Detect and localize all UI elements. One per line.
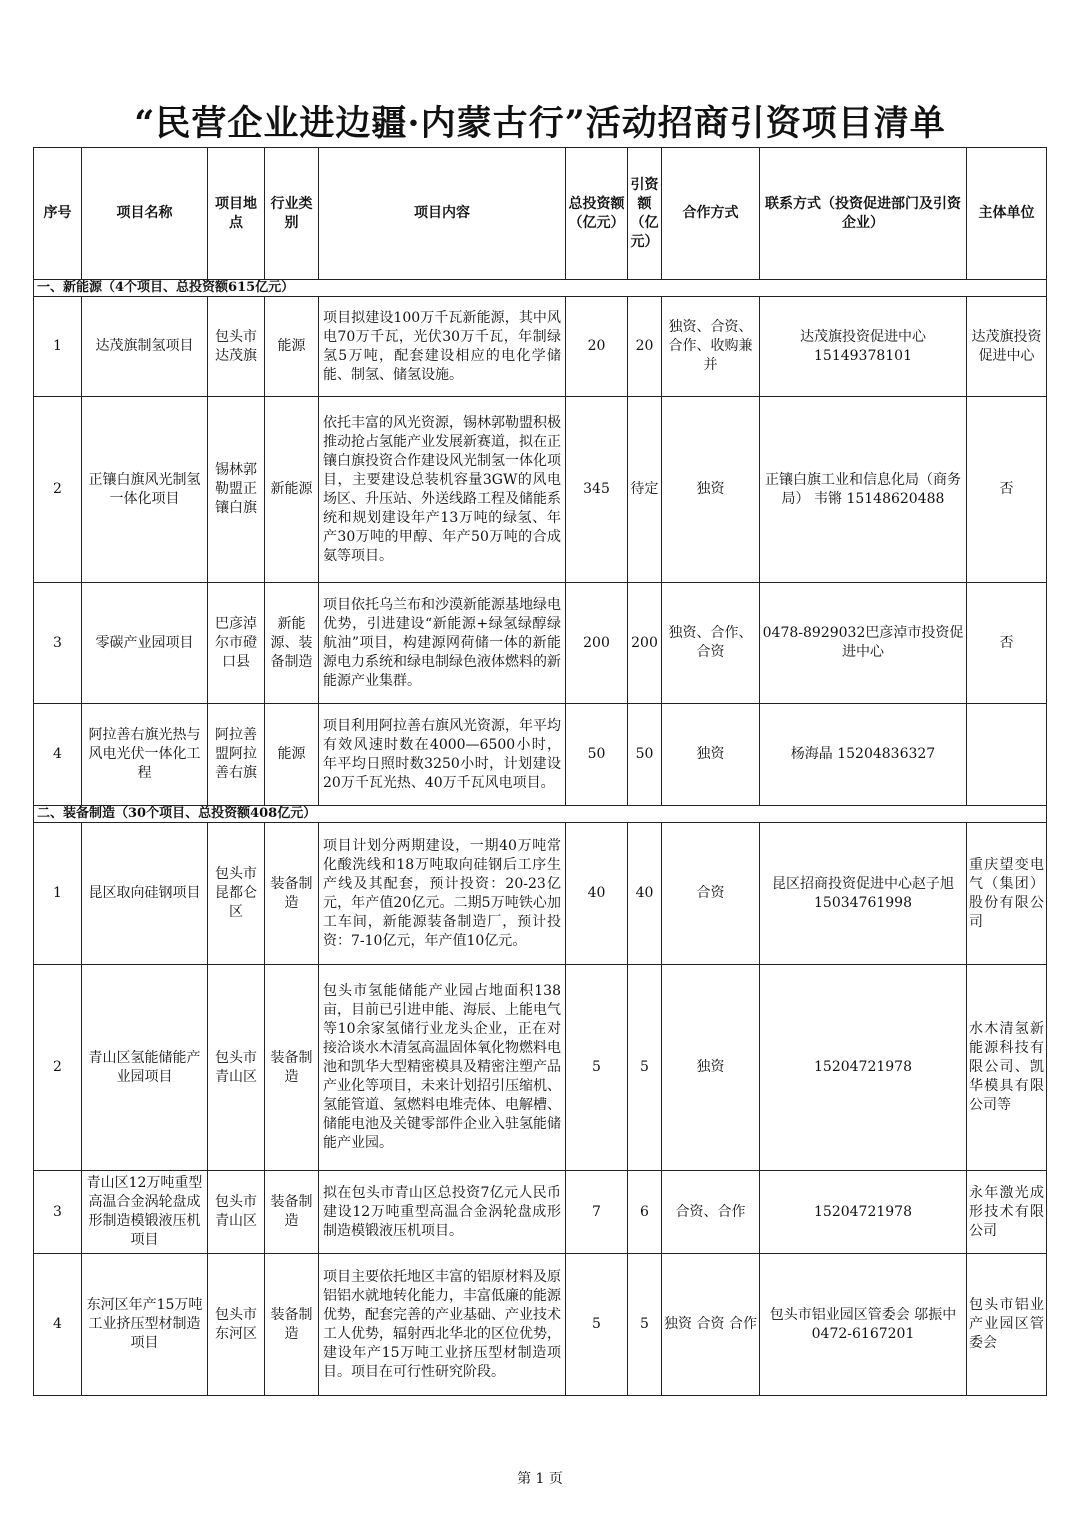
cell-total: 200 <box>566 583 628 704</box>
cell-contact: 15204721978 <box>760 965 967 1171</box>
cell-mode: 独资、合作、合资 <box>662 583 760 704</box>
cell-content: 拟在包头市青山区总投资7亿元人民币建设12万吨重型高温合金涡轮盘成形制造模锻液压机项目。 <box>319 1171 566 1254</box>
cell-subject <box>967 704 1047 806</box>
table-row <box>34 1171 1047 1254</box>
cell-attract: 20 <box>628 297 662 397</box>
cell-attract: 50 <box>628 704 662 806</box>
cell-contact: 正镶白旗工业和信息化局（商务局） 韦锵 15148620488 <box>760 397 967 583</box>
section-label: 二、装备制造（30个项目、总投资额408亿元） <box>34 806 1047 823</box>
cell-seq: 4 <box>34 1254 82 1396</box>
header-industry: 行业类别 <box>265 148 319 280</box>
cell-name: 达茂旗制氢项目 <box>82 297 208 397</box>
cell-location: 包头市昆都仑区 <box>208 823 265 965</box>
cell-seq: 3 <box>34 1171 82 1254</box>
cell-seq: 2 <box>34 397 82 583</box>
cell-mode: 合资 <box>662 823 760 965</box>
cell-total: 5 <box>566 965 628 1171</box>
cell-attract: 5 <box>628 965 662 1171</box>
cell-content: 依托丰富的风光资源，锡林郭勒盟积极推动抢占氢能产业发展新赛道，拟在正镶白旗投资合作建设风光制氢一体化项目，主要建设总装机容量3GW的风电场区、升压站、外送线路工程及储能系统和规划建设年产13万吨的绿氢、年产30万吨的甲醇、年产50万吨的合成氨等项目。 <box>319 397 566 583</box>
cell-attract: 待定 <box>628 397 662 583</box>
project-table <box>33 147 1047 1396</box>
cell-seq: 4 <box>34 704 82 806</box>
cell-location: 巴彦淖尔市磴口县 <box>208 583 265 704</box>
header-contact: 联系方式（投资促进部门及引资企业） <box>760 148 967 280</box>
table-row <box>34 397 1047 583</box>
cell-subject: 否 <box>967 583 1047 704</box>
cell-attract: 40 <box>628 823 662 965</box>
cell-contact: 0478-8929032巴彦淖市投资促进中心 <box>760 583 967 704</box>
section-row <box>34 280 1047 297</box>
page-title: “民营企业进边疆·内蒙古行”活动招商引资项目清单 <box>134 103 946 144</box>
cell-contact: 杨海晶 15204836327 <box>760 704 967 806</box>
cell-name: 阿拉善右旗光热与风电光伏一体化工程 <box>82 704 208 806</box>
cell-industry: 装备制造 <box>265 965 319 1171</box>
cell-industry: 装备制造 <box>265 1254 319 1396</box>
cell-mode: 独资、合资、合作、收购兼并 <box>662 297 760 397</box>
header-mode: 合作方式 <box>662 148 760 280</box>
cell-mode: 独资 <box>662 397 760 583</box>
cell-industry: 新能源、装备制造 <box>265 583 319 704</box>
cell-content: 项目拟建设100万千瓦新能源，其中风电70万千瓦，光伏30万千瓦，年制绿氢5万吨，配套建设相应的电化学储能、制氢、储氢设施。 <box>319 297 566 397</box>
cell-contact: 昆区招商投资促进中心赵子旭15034761998 <box>760 823 967 965</box>
cell-total: 345 <box>566 397 628 583</box>
table-row <box>34 823 1047 965</box>
table-row <box>34 583 1047 704</box>
cell-subject: 水木清氢新能源科技有限公司、凯华模具有限公司等 <box>967 965 1047 1171</box>
header-content: 项目内容 <box>319 148 566 280</box>
cell-content: 项目依托乌兰布和沙漠新能源基地绿电优势，引进建设“新能源+绿氢绿醇绿航油”项目，构建源网荷储一体的新能源电力系统和绿电制绿色液体燃料的新能源产业集群。 <box>319 583 566 704</box>
page-number: 第 1 页 <box>517 1471 563 1487</box>
cell-location: 包头市东河区 <box>208 1254 265 1396</box>
cell-seq: 1 <box>34 823 82 965</box>
header-subject: 主体单位 <box>967 148 1047 280</box>
table-row <box>34 704 1047 806</box>
cell-total: 20 <box>566 297 628 397</box>
cell-attract: 6 <box>628 1171 662 1254</box>
cell-mode: 独资 <box>662 965 760 1171</box>
header-row <box>34 148 1047 280</box>
cell-industry: 能源 <box>265 704 319 806</box>
cell-name: 零碳产业园项目 <box>82 583 208 704</box>
cell-content: 包头市氢能储能产业园占地面积138亩，目前已引进申能、海辰、上能电气等10余家氢储行业龙头企业，正在对接洽谈水木清氢高温固体氧化物燃料电池和凯华大型精密模具及精密注塑产品产业化等项目，未来计划招引压缩机、氢能管道、氢燃料电堆壳体、电解槽、储能电池及关键零部件企业入驻氢能储能产业园。 <box>319 965 566 1171</box>
cell-subject: 重庆望变电气（集团）股份有限公司 <box>967 823 1047 965</box>
cell-total: 50 <box>566 704 628 806</box>
table-row <box>34 297 1047 397</box>
header-name: 项目名称 <box>82 148 208 280</box>
header-attract: 引资额（亿元） <box>628 148 662 280</box>
cell-subject: 包头市铝业产业园区管委会 <box>967 1254 1047 1396</box>
cell-name: 昆区取向硅钢项目 <box>82 823 208 965</box>
cell-seq: 1 <box>34 297 82 397</box>
cell-location: 阿拉善盟阿拉善右旗 <box>208 704 265 806</box>
cell-total: 5 <box>566 1254 628 1396</box>
cell-name: 青山区氢能储能产业园项目 <box>82 965 208 1171</box>
table-row <box>34 1254 1047 1396</box>
cell-total: 40 <box>566 823 628 965</box>
cell-mode: 合资、合作 <box>662 1171 760 1254</box>
cell-name: 正镶白旗风光制氢一体化项目 <box>82 397 208 583</box>
cell-industry: 装备制造 <box>265 1171 319 1254</box>
cell-industry: 新能源 <box>265 397 319 583</box>
cell-attract: 5 <box>628 1254 662 1396</box>
cell-industry: 能源 <box>265 297 319 397</box>
cell-subject: 否 <box>967 397 1047 583</box>
cell-location: 锡林郭勒盟正镶白旗 <box>208 397 265 583</box>
cell-content: 项目主要依托地区丰富的铝原材料及原铝铝水就地转化能力，丰富低廉的能源优势，配套完善的产业基础、产业技术工人优势，辐射西北华北的区位优势，建设年产15万吨工业挤压型材制造项目。项目在可行性研究阶段。 <box>319 1254 566 1396</box>
cell-content: 项目计划分两期建设，一期40万吨常化酸洗线和18万吨取向硅钢后工序生产线及其配套，预计投资：20-23亿元，年产值20亿元。二期5万吨铁心加工车间，新能源装备制造厂，预计投资：7-10亿元，年产值10亿元。 <box>319 823 566 965</box>
header-total: 总投资额（亿元） <box>566 148 628 280</box>
cell-contact: 达茂旗投资促进中心 15149378101 <box>760 297 967 397</box>
cell-total: 7 <box>566 1171 628 1254</box>
table-row <box>34 965 1047 1171</box>
cell-name: 东河区年产15万吨工业挤压型材制造项目 <box>82 1254 208 1396</box>
cell-mode: 独资 合资 合作 <box>662 1254 760 1396</box>
cell-content: 项目利用阿拉善右旗风光资源，年平均有效风速时数在4000—6500小时，年平均日照时数3250小时，计划建设20万千瓦光热、40万千瓦风电项目。 <box>319 704 566 806</box>
cell-industry: 装备制造 <box>265 823 319 965</box>
cell-contact: 包头市铝业园区管委会 邬振中 0472-6167201 <box>760 1254 967 1396</box>
section-label: 一、新能源（4个项目、总投资额615亿元） <box>34 280 1047 297</box>
cell-name: 青山区12万吨重型高温合金涡轮盘成形制造模锻液压机项目 <box>82 1171 208 1254</box>
cell-subject: 达茂旗投资促进中心 <box>967 297 1047 397</box>
cell-seq: 2 <box>34 965 82 1171</box>
cell-location: 包头市青山区 <box>208 1171 265 1254</box>
cell-contact: 15204721978 <box>760 1171 967 1254</box>
cell-seq: 3 <box>34 583 82 704</box>
cell-attract: 200 <box>628 583 662 704</box>
cell-subject: 永年激光成形技术有限公司 <box>967 1171 1047 1254</box>
cell-mode: 独资 <box>662 704 760 806</box>
cell-location: 包头市达茂旗 <box>208 297 265 397</box>
section-row <box>34 806 1047 823</box>
header-seq: 序号 <box>34 148 82 280</box>
header-location: 项目地点 <box>208 148 265 280</box>
cell-location: 包头市青山区 <box>208 965 265 1171</box>
